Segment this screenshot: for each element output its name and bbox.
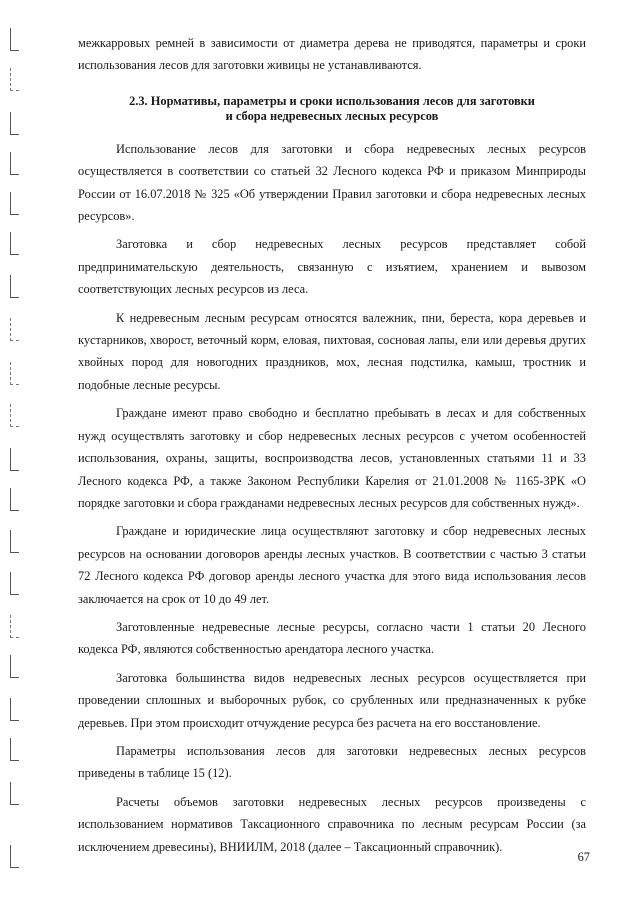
page-number: 67 xyxy=(577,850,590,864)
margin-mark xyxy=(10,232,19,255)
binding-margin-marks xyxy=(0,0,30,905)
paragraph: Расчеты объемов заготовки недревесных лесных ресурсов произведены с использованием нормативов Таксационного справочника по лесным ресурсам России (за исключением древесины), ВНИИЛМ, 2018 (далее – Таксационный справочник). xyxy=(78,794,586,854)
margin-mark xyxy=(10,615,19,638)
margin-mark xyxy=(10,530,19,553)
margin-mark xyxy=(10,404,19,427)
margin-mark xyxy=(10,192,19,215)
margin-mark xyxy=(10,362,19,385)
paragraph: Заготовка и сбор недревесных лесных ресурсов представляет собой предпринимательскую деятельность, связанную с изъятием, хранением и вывозом соответствующих лесных ресурсов из леса. xyxy=(78,237,586,297)
section-heading xyxy=(78,94,586,124)
margin-mark xyxy=(10,698,19,721)
margin-mark xyxy=(10,152,19,175)
paragraph: Граждане имеют право свободно и бесплатно пребывать в лесах и для собственных нужд осуществлять заготовку и сбор недревесных лесных ресурсов с учетом особенностей использования, охраны, защиты, воспроизводства лесов, установленных статьями 11 и 33 Лесного кодекса РФ, а также Законом Республики Карелия от 21.01.2008 № 1165-ЗРК «О порядке заготовки и сбора гражданами недревесных лесных ресурсов для собственных нужд». xyxy=(78,406,586,510)
intro-paragraph: межкарровых ремней в зависимости от диаметра дерева не приводятся, параметры и сроки использования лесов для заготовки живицы не устанавливаются. xyxy=(78,36,586,73)
section-heading-line: и сбора недревесных лесных ресурсов xyxy=(225,108,439,123)
paragraph: Заготовленные недревесные лесные ресурсы, согласно части 1 статьи 20 Лесного кодекса РФ, являются собственностью арендатора лесного участка. xyxy=(78,619,586,657)
paragraph: К недревесным лесным ресурсам относятся валежник, пни, береста, кора деревьев и кустарников, хворост, веточный корм, еловая, пихтовая, сосновая лапы, ели или деревья других хвойных пород для новогодних праздников, мох, лесная подстилка, камыш, тростник и подобные лесные ресурсы. xyxy=(78,310,586,392)
margin-mark xyxy=(10,488,19,511)
margin-mark xyxy=(10,845,19,868)
margin-mark xyxy=(10,275,19,298)
margin-mark xyxy=(10,318,19,341)
margin-mark xyxy=(10,112,19,135)
margin-mark xyxy=(10,738,19,761)
margin-mark xyxy=(10,782,19,805)
margin-mark xyxy=(10,655,19,678)
section-heading-line: 2.3. Нормативы, параметры и сроки использования лесов для заготовки xyxy=(129,93,535,108)
margin-mark xyxy=(10,448,19,471)
margin-mark xyxy=(10,68,19,91)
margin-mark xyxy=(10,572,19,595)
margin-mark xyxy=(10,28,19,51)
paragraph: Использование лесов для заготовки и сбора недревесных лесных ресурсов осуществляется в соответствии со статьей 32 Лесного кодекса РФ и приказом Минприроды России от 16.07.2018 № 325 «Об утверждении Правил заготовки и сбора недревесных лесных ресурсов». xyxy=(78,141,586,224)
paragraph: Заготовка большинства видов недревесных лесных ресурсов осуществляется при проведении сплошных и выборочных рубок, со срубленных или предназначенных к рубке деревьев. При этом происходит отчуждение ресурса без расчета на его восстановление. xyxy=(78,670,586,730)
paragraph: Граждане и юридические лица осуществляют заготовку и сбор недревесных лесных ресурсов на основании договоров аренды лесных участков. В соответствии с частью 3 статьи 72 Лесного кодекса РФ договор аренды лесного участка для этого вида использования лесов заключается на срок от 10 до 49 лет. xyxy=(78,524,586,606)
document-body xyxy=(78,32,586,864)
paragraph: Параметры использования лесов для заготовки недревесных лесных ресурсов приведены в таблице 15 (12). xyxy=(78,743,586,781)
